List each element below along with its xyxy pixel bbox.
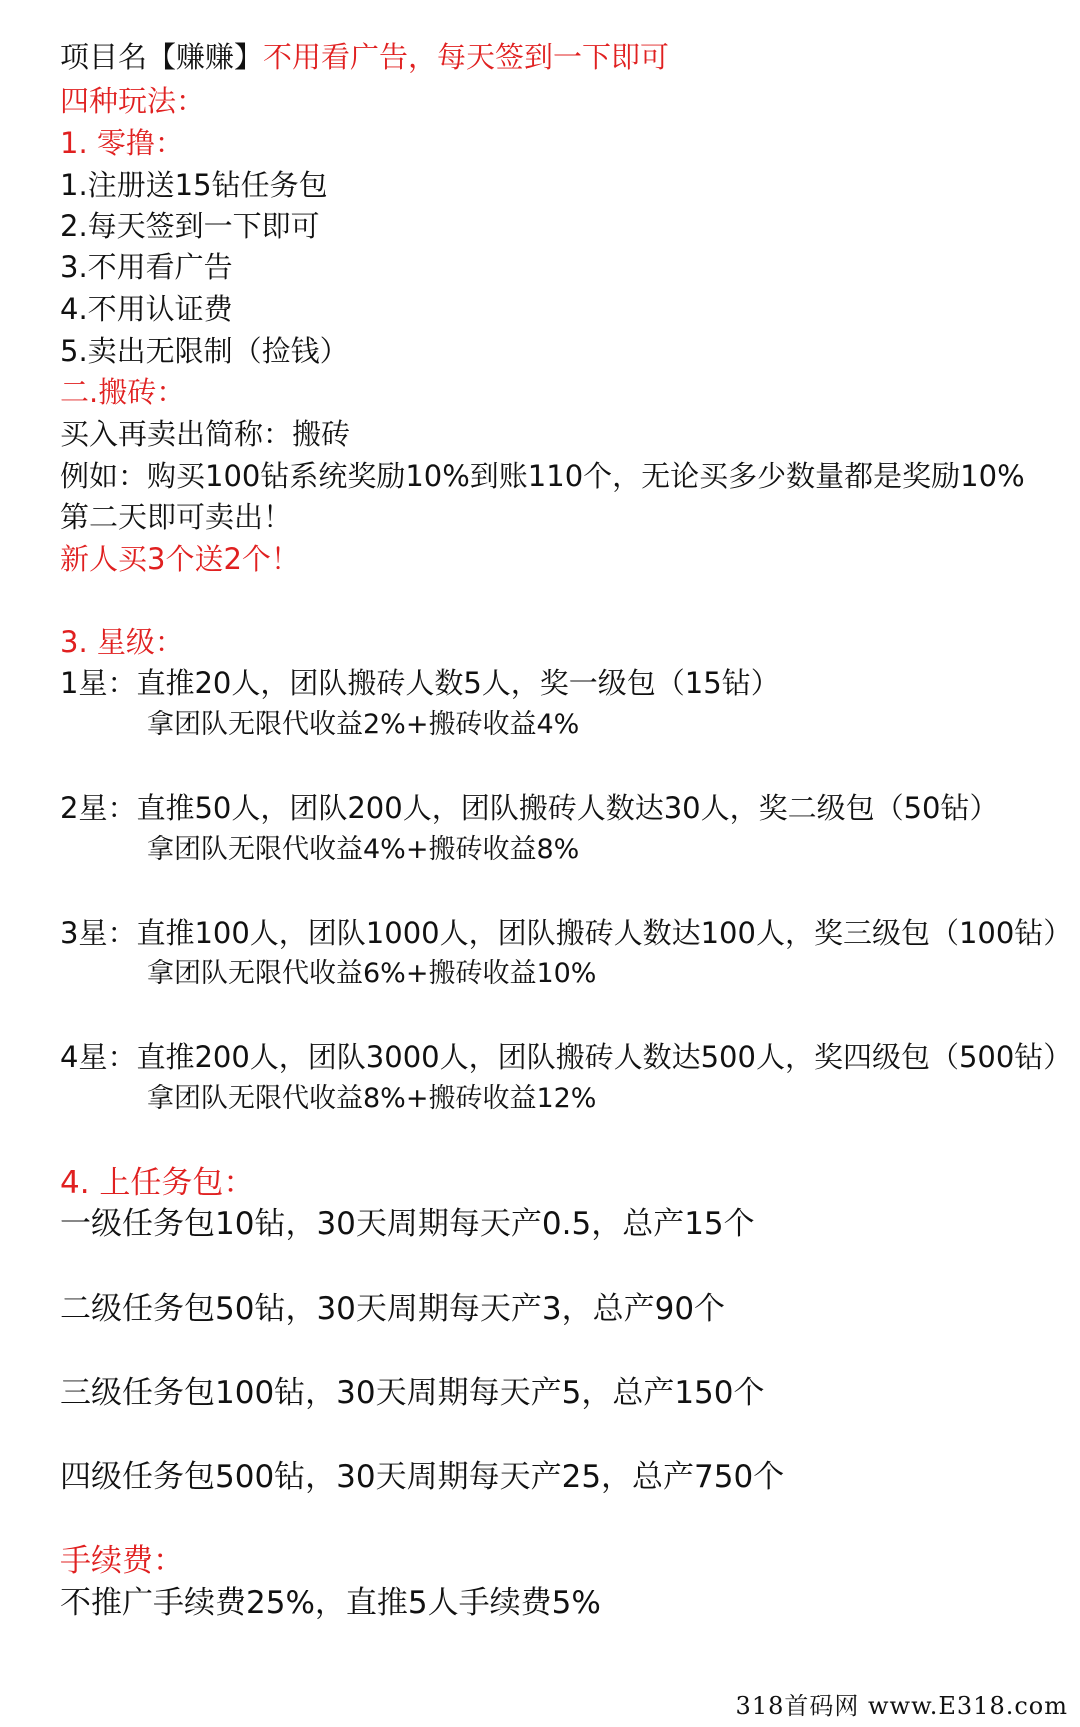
section3-title: 3. 星级： [60,625,184,659]
star-line: 1星：直推20人，团队搬砖人数5人，奖一级包（15钻） [60,666,780,700]
section2-line: 例如：购买100钻系统奖励10%到账110个，无论买多少数量都是奖励10% [60,459,1025,493]
watermark: 318首码网 www.E318.com [735,1692,1068,1720]
project-name: 项目名【赚赚】 [60,40,264,74]
fees-title: 手续费： [60,1543,184,1579]
section2-line: 买入再卖出简称：搬砖 [60,417,351,451]
package-line: 一级任务包10钻，30天周期每天产0.5，总产15个 [60,1206,755,1242]
package-line: 四级任务包500钻，30天周期每天产25，总产750个 [60,1459,785,1495]
four-ways-heading: 四种玩法： [60,84,206,118]
section1-title: 1. 零撸： [60,126,184,160]
section4-title: 4. 上任务包： [60,1165,255,1201]
section1-item: 4.不用认证费 [60,292,233,326]
section2-promo: 新人买3个送2个！ [60,542,300,576]
package-line: 三级任务包100钻，30天周期每天产5，总产150个 [60,1375,765,1411]
star-reward: 拿团队无限代收益8%+搬砖收益12% [147,1083,597,1114]
section1-item: 1.注册送15钻任务包 [60,168,328,202]
section1-item: 3.不用看广告 [60,250,233,284]
star-reward: 拿团队无限代收益4%+搬砖收益8% [147,834,580,865]
fees-text: 不推广手续费25%，直推5人手续费5% [60,1585,601,1621]
section2-title: 二.搬砖： [60,375,186,409]
star-reward: 拿团队无限代收益2%+搬砖收益4% [147,709,580,740]
project-title-line [60,38,669,76]
section1-item: 5.卖出无限制（捡钱） [60,334,349,368]
project-highlight: 不用看广告，每天签到一下即可 [263,40,670,74]
star-line: 4星：直推200人，团队3000人，团队搬砖人数达500人，奖四级包（500钻） [60,1040,1073,1074]
section2-line: 第二天即可卖出！ [60,500,293,534]
star-line: 3星：直推100人，团队1000人，团队搬砖人数达100人，奖三级包（100钻） [60,916,1073,950]
star-line: 2星：直推50人，团队200人，团队搬砖人数达30人，奖二级包（50钻） [60,791,999,825]
package-line: 二级任务包50钻，30天周期每天产3，总产90个 [60,1291,726,1327]
star-reward: 拿团队无限代收益6%+搬砖收益10% [147,958,597,989]
section1-item: 2.每天签到一下即可 [60,209,320,243]
